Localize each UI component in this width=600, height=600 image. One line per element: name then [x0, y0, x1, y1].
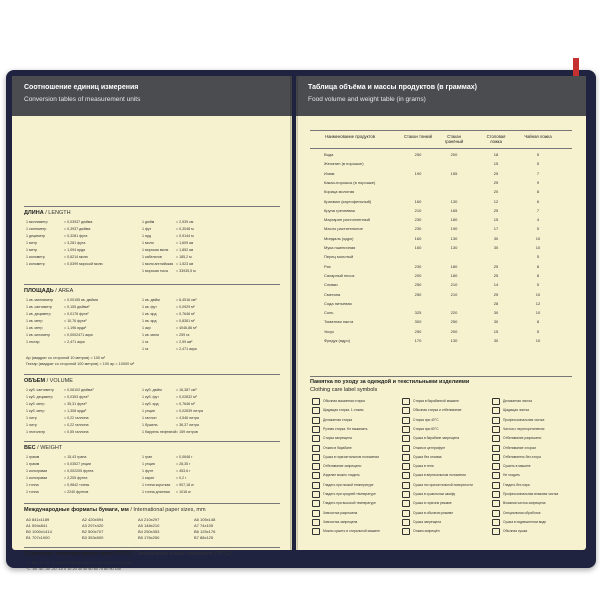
care-symbol-icon: [312, 519, 320, 526]
care-label: Сушка в вертикальном положении: [413, 473, 466, 478]
care-symbol-icon: [492, 407, 500, 414]
paper-size: B0 1000x1414: [26, 529, 52, 534]
food-value: 30: [493, 338, 499, 343]
food-value: 220: [450, 310, 458, 316]
care-label: Стирка запрещена: [323, 436, 352, 441]
care-symbol-icon: [492, 519, 500, 526]
food-value: 180: [450, 263, 458, 269]
food-value: 25: [493, 272, 499, 278]
care-label: Ручная стирка. Не выжимать: [323, 426, 368, 431]
paper-size: B5 176x250: [138, 535, 160, 540]
food-name: Мука пшеничная: [324, 245, 356, 250]
care-symbol-icon: [492, 528, 500, 535]
care-symbol-icon: [312, 445, 320, 452]
food-value: 25: [493, 207, 499, 213]
food-value: 8: [536, 272, 540, 278]
food-value: 28: [493, 300, 499, 306]
length-row: 1 миллиметр = 0,03937 дюйма 1 дюйм = 2,539 см: [26, 220, 194, 224]
length-row: 1 морская тыса = 33935,5 м: [142, 269, 196, 273]
area-row: 1 гектар = 2,471 акра 1 га = 2,59 км²: [26, 340, 193, 344]
food-value: 17: [493, 226, 499, 232]
section-title-weight: ВЕС / WEIGHT: [24, 445, 63, 451]
care-symbol-icon: [402, 417, 410, 424]
section-title-area: ПЛОЩАДЬ / AREA: [24, 288, 74, 294]
food-value: 10: [535, 245, 541, 250]
food-value: 200: [414, 272, 422, 278]
food-value: 10: [535, 235, 541, 241]
care-symbol-icon: [402, 463, 410, 470]
food-value: 25: [493, 179, 499, 185]
length-row: 1 километр = 0,6214 мили 1 кабельтов = 185,2 м: [26, 255, 192, 259]
care-symbol-icon: [492, 426, 500, 433]
paper-size: B7 88x125: [194, 535, 214, 540]
food-value: 25: [493, 170, 499, 176]
care-symbol-icon: [312, 528, 320, 535]
weight-row: 1 грамм = 0,03527 унции 1 унция = 28,35 г: [26, 462, 191, 466]
area-note: Ар (квадрат со стороной 10 метров) = 100 м²: [26, 356, 105, 360]
care-label: Обычная сушка: [503, 529, 528, 534]
food-value: 155: [450, 170, 458, 176]
care-symbol-icon: [492, 417, 500, 424]
food-value: 200: [450, 328, 458, 334]
section-rule: [24, 547, 280, 548]
care-label: Профессиональная влажная чистка: [503, 492, 559, 496]
care-label: Гладить при высокой температуре: [323, 501, 376, 506]
area-row: 1 га = 2,471 акра: [142, 347, 197, 351]
food-value: 5: [536, 161, 540, 167]
food-name: Маргарин растопленный: [324, 217, 370, 223]
area-row: 1 кв. километр = 0,0002471 акра 1 кв. миля = 259 га: [26, 333, 190, 337]
section-rule: [24, 206, 280, 207]
care-label: Отжим в барабане: [323, 445, 352, 450]
food-value: 250: [414, 291, 422, 297]
left-header-subtitle: Conversion tables of measurement units: [24, 96, 141, 103]
food-value: 210: [450, 282, 458, 288]
care-symbol-icon: [492, 491, 500, 498]
food-name: Рис: [324, 263, 331, 269]
care-label: Влажная чистка запрещена: [503, 501, 546, 506]
food-table-top-rule: [310, 130, 572, 131]
area-row: 1 кв. сантиметр = 0,155 дюйма² 1 кв. фут = 0,0929 м²: [26, 305, 195, 309]
care-symbol-icon: [312, 417, 320, 424]
care-symbol-icon: [402, 491, 410, 498]
care-symbol-icon: [312, 426, 320, 433]
right-header-title: Таблица объёма и массы продуктов (в граммах): [308, 84, 478, 91]
care-label: Изделие можно гладить: [323, 473, 360, 478]
care-label: Стирка в барабанной машине: [413, 399, 459, 403]
section-rule: [24, 284, 280, 285]
food-value: 12: [493, 198, 499, 204]
food-name: Сода питьевая: [324, 300, 352, 306]
length-row: 1 метр = 1,094 ярда 1 морская миля = 1,852 км: [26, 248, 194, 252]
food-name: Желатин (в порошке): [324, 161, 364, 167]
food-column-header: Стакан гранёный: [444, 134, 464, 145]
care-label: Сушка в тени: [413, 464, 434, 469]
food-value: 325: [414, 310, 422, 316]
care-symbol-icon: [402, 398, 410, 405]
section-rule: [24, 441, 280, 442]
paper-size: A4 210x297: [138, 517, 160, 522]
care-symbol-icon: [492, 510, 500, 517]
food-name: Корица молотая: [324, 189, 355, 195]
length-row: 1 сантиметр = 0,3937 дюйма 1 фут = 0,3048 м: [26, 227, 194, 231]
paper-size: A2 420x594: [82, 517, 104, 522]
food-value: 230: [414, 217, 422, 223]
care-label: Сушить в машине: [503, 464, 531, 469]
paper-size: A1 594x841: [26, 523, 48, 528]
care-symbol-icon: [312, 407, 320, 414]
section-title-length: ДЛИНА / LENGTH: [24, 210, 71, 216]
care-symbol-icon: [402, 454, 410, 461]
food-value: 230: [414, 263, 422, 269]
food-value: 250: [450, 319, 458, 325]
care-label: Можно сушить в стиральной машине: [323, 529, 380, 534]
care-label: Гладить при низкой температуре: [323, 482, 374, 487]
care-label: Обычная стирка и отбеливание: [413, 408, 462, 413]
care-divider: [310, 376, 572, 377]
section-title-paper: Международные форматы бумаги, мм / International paper sizes, mm: [24, 507, 206, 513]
food-value: 8: [536, 263, 540, 269]
weight-row: 1 тонна = 2240 фунтов 1 тонна длинная = 1016 кг: [26, 490, 191, 494]
food-value: 14: [493, 282, 499, 288]
food-value: 130: [450, 235, 458, 241]
food-value: 4: [536, 217, 540, 223]
care-label: Деликатная чистка: [503, 399, 532, 403]
length-row: 1 километр = 0,5399 морской мили 1 миля английская = 1,523 км: [26, 262, 194, 266]
area-note: Гектар (квадрат со стороной 100 метров) = 100 ар = 10000 м²: [26, 362, 135, 366]
volume-row: 1 куб. метр = 1,308 ярда³ 1 унция = 0,02839 литра: [26, 409, 203, 413]
care-symbol-icon: [402, 472, 410, 479]
weight-row: 1 тонна = 0,9842 тонны 1 тонна короткая = 907,18 кг: [26, 483, 194, 487]
food-value: 9: [536, 179, 540, 185]
care-title: Памятка по уходу за одеждой и текстильными изделиями: [310, 379, 470, 385]
food-value: 5: [536, 152, 540, 157]
food-value: 10: [535, 310, 541, 316]
care-label: Отбеливание запрещено: [323, 464, 362, 469]
food-name: Уксус: [324, 328, 335, 334]
area-row: 1 кв. дециметр = 0,0176 фута² 1 кв. ярд = 0,7646 м²: [26, 312, 195, 316]
care-label: Сушка без отжима: [413, 454, 442, 459]
food-name: Крупа гречневая: [324, 207, 355, 213]
paper-size: A6 105x148: [194, 517, 216, 522]
volume-row: 1 куб. метр = 35,31 фута³ 1 куб. ярд = 0,7646 м³: [26, 402, 195, 406]
food-value: 230: [414, 226, 422, 232]
care-symbol-icon: [402, 482, 410, 489]
food-value: 160: [414, 245, 422, 250]
food-value: 190: [414, 170, 422, 176]
care-label: Стирка при 40°C: [413, 417, 439, 422]
section-rule: [24, 503, 280, 504]
right-page-header: [296, 76, 586, 116]
care-label: Не гладить: [503, 473, 521, 478]
food-name: Томатная паста: [324, 319, 354, 325]
food-value: 15: [493, 217, 499, 223]
food-value: 180: [450, 217, 458, 223]
area-row: 1 кв. метр = 10,76 фута² 1 кв. ярд = 0,8361 м²: [26, 319, 195, 323]
care-label: Химчистка запрещена: [323, 519, 358, 524]
paper-size: B3 353x500: [82, 535, 104, 540]
food-value: 15: [493, 328, 499, 334]
care-label: Обычная машинная стирка: [323, 399, 365, 403]
left-header-title: Соотношение единиц измерения: [24, 84, 139, 91]
care-label: Гладить при средней температуре: [323, 492, 376, 496]
food-name: Какао-порошок (в порошке): [324, 179, 376, 185]
care-label: Отбеливание разрешено: [503, 436, 542, 441]
food-value: 30: [493, 310, 499, 316]
food-value: 7: [536, 170, 540, 176]
food-value: 25: [493, 291, 499, 297]
temperature-f-row: °F -58 -40 -22 -4 14 32 50 68 86 104 122 140 158 176 194 212: [26, 561, 133, 565]
food-value: 5: [536, 254, 540, 260]
weight-row: 1 килограмм = 2,205 фунта 1 карат = 0,2 г: [26, 476, 187, 480]
food-value: 18: [493, 152, 499, 157]
weight-row: 1 килограмм = 0,002205 фунта 1 фунт = 453,6 г: [26, 469, 191, 473]
care-label: Отбеливатель без хлора: [503, 454, 541, 459]
care-label: Сушка запрещена: [413, 519, 441, 524]
food-value: 5: [536, 282, 540, 288]
food-value: 210: [414, 207, 422, 213]
care-symbol-icon: [492, 398, 500, 405]
care-label: Сушка на горизонтальной поверхности: [413, 482, 473, 487]
paper-size: A7 74x105: [194, 523, 214, 528]
food-value: 10: [535, 338, 541, 343]
care-symbol-icon: [492, 482, 500, 489]
section-title-volume: ОБЪЕМ / VOLUME: [24, 378, 73, 384]
paper-size: A5 148x210: [138, 523, 160, 528]
food-value: 5: [536, 226, 540, 232]
care-symbol-icon: [312, 482, 320, 489]
care-symbol-icon: [492, 454, 500, 461]
food-name: Сметана: [324, 291, 341, 297]
food-value: 130: [450, 338, 458, 343]
volume-row: 1 гектолитр = 0,55 галлона 1 баррель нефтяной = 159 литров: [26, 430, 198, 434]
care-symbol-icon: [402, 510, 410, 517]
weight-row: 1 грамм = 15,43 грана 1 гран = 0,0648 г: [26, 455, 193, 459]
food-column-header: Чайная ложка: [524, 134, 552, 139]
temperature-c-row: °C -50 -40 -30 -20 -10 0 10 20 30 40 50 60 70 80 90 100: [26, 567, 122, 571]
care-label: Щадящая чистка: [503, 408, 529, 413]
food-column-header: Наименование продуктов: [325, 134, 375, 139]
care-label: Сушка в сушильном шкафу: [413, 492, 456, 496]
food-value: 250: [414, 152, 422, 157]
care-symbol-icon: [312, 463, 320, 470]
volume-row: 1 куб. сантиметр = 0,06102 дюйма³ 1 куб. дюйм = 16,387 см³: [26, 388, 197, 392]
care-symbol-icon: [492, 445, 500, 452]
care-label: Чистка с перхлорэтиленом: [503, 426, 545, 431]
food-column-header: Столовая ложка: [486, 134, 506, 145]
care-symbol-icon: [492, 463, 500, 470]
food-value: 160: [414, 235, 422, 241]
food-value: 200: [450, 152, 458, 157]
food-value: 300: [414, 319, 422, 325]
care-label: Отбеливание хлором: [503, 445, 536, 450]
food-value: 130: [450, 198, 458, 204]
volume-row: 1 литр = 0,22 галлона 1 галлон = 4,546 литра: [26, 416, 199, 420]
care-label: Сушка в горячем режиме: [413, 501, 452, 506]
right-page: [296, 76, 586, 550]
food-name: Масло растительное: [324, 226, 363, 232]
food-name: Сахарный песок: [324, 272, 355, 278]
care-label: Отжим запрещён: [413, 529, 440, 534]
care-symbol-icon: [312, 454, 320, 461]
food-value: 30: [493, 235, 499, 241]
paper-size: B1 707x1000: [26, 535, 50, 540]
length-row: 1 метр = 3,281 фута 1 миля = 1,609 км: [26, 241, 194, 245]
food-value: 130: [450, 245, 458, 250]
paper-size: A3 297x420: [82, 523, 104, 528]
left-page-header: [12, 76, 292, 116]
care-label: Сушка в барабане запрещена: [413, 436, 460, 441]
food-name: Фундук (ядро): [324, 338, 351, 343]
food-value: 210: [450, 291, 458, 297]
volume-row: 1 литр = 0,22 галлона 1 бушель = 36,37 литра: [26, 423, 199, 427]
paper-size: B2 500x707: [82, 529, 104, 534]
food-value: 7: [536, 207, 540, 213]
care-symbol-icon: [312, 510, 320, 517]
food-name: Крахмал (картофельный): [324, 198, 372, 204]
care-label: Сушка в горизонтальном положении: [323, 454, 380, 459]
food-value: 15: [493, 161, 499, 167]
care-symbol-icon: [312, 398, 320, 405]
food-value: 170: [414, 338, 422, 343]
food-value: 190: [450, 226, 458, 232]
food-value: 30: [493, 319, 499, 325]
care-symbol-icon: [402, 426, 410, 433]
care-symbol-icon: [402, 500, 410, 507]
length-row: 1 дециметр = 0,3281 фута 1 ярд = 0,9144 м: [26, 234, 194, 238]
food-value: 8: [536, 189, 540, 195]
care-label: Гладить без пара: [503, 482, 530, 487]
food-name: Миндаль (ядро): [324, 235, 354, 241]
care-subtitle: Clothing care label symbols: [310, 387, 378, 393]
food-name: Изюм: [324, 170, 335, 176]
food-value: 30: [493, 245, 499, 250]
food-name: Перец молотый: [324, 254, 354, 260]
paper-size: A0 841x1189: [26, 517, 50, 522]
food-value: 160: [414, 198, 422, 204]
care-label: Отжим в центрифуге: [413, 445, 446, 450]
food-value: 5: [536, 328, 540, 334]
food-value: 250: [414, 282, 422, 288]
care-symbol-icon: [312, 491, 320, 498]
area-row: 1 кв. метр = 1,196 ярда² 1 акр = 4046,86 м²: [26, 326, 197, 330]
ribbon-bookmark: [573, 58, 579, 78]
care-symbol-icon: [312, 472, 320, 479]
care-symbol-icon: [402, 519, 410, 526]
care-symbol-icon: [492, 472, 500, 479]
care-symbol-icon: [402, 407, 410, 414]
care-symbol-icon: [492, 435, 500, 442]
care-label: Сушка в подвешенном виде: [503, 519, 547, 524]
food-value: 20: [493, 189, 499, 195]
food-name: Сливки: [324, 282, 338, 288]
care-symbol-icon: [312, 435, 320, 442]
food-value: 8: [536, 319, 540, 325]
care-label: Химчистка разрешена: [323, 510, 358, 515]
left-page: [12, 76, 292, 571]
care-symbol-icon: [312, 500, 320, 507]
care-label: Стирка при 60°C: [413, 426, 439, 431]
care-label: Щадящая стирка. 1 отжим: [323, 408, 364, 413]
section-title-temperature: Сравнение температурных шкал (°F/°C) / Temperature scales conversion (°F/°C): [24, 551, 232, 557]
paper-size: B6 125x176: [194, 529, 216, 534]
care-symbol-icon: [402, 528, 410, 535]
care-symbol-icon: [402, 445, 410, 452]
food-value: 250: [414, 328, 422, 334]
food-column-header: Стакан тонкий: [404, 134, 432, 139]
food-table-header-rule: [310, 148, 572, 149]
food-value: 10: [535, 291, 541, 297]
food-value: 6: [536, 198, 540, 204]
right-header-subtitle: Food volume and weight table (in grams): [308, 96, 426, 103]
care-label: Сушка в обычном режиме: [413, 510, 454, 515]
volume-row: 1 куб. дециметр = 0,0353 фута³ 1 куб. фут = 0,02832 м³: [26, 395, 197, 399]
food-value: 25: [493, 263, 499, 269]
care-label: Профессиональная чистка: [503, 417, 545, 422]
book-gutter: [290, 76, 298, 550]
food-value: 165: [450, 207, 458, 213]
area-row: 1 кв. миллиметр = 0,00155 кв. дюйма 1 кв. дюйм = 6,4516 см²: [26, 298, 197, 302]
food-value: 12: [535, 300, 541, 306]
section-rule: [24, 374, 280, 375]
food-name: Соль: [324, 310, 334, 316]
paper-size: B4 250x353: [138, 529, 160, 534]
care-label: Деликатная стирка: [323, 417, 353, 422]
care-symbol-icon: [492, 500, 500, 507]
care-label: Специальная обработка: [503, 510, 541, 515]
food-value: 180: [450, 272, 458, 278]
care-symbol-icon: [402, 435, 410, 442]
food-name: Вода: [324, 152, 334, 157]
